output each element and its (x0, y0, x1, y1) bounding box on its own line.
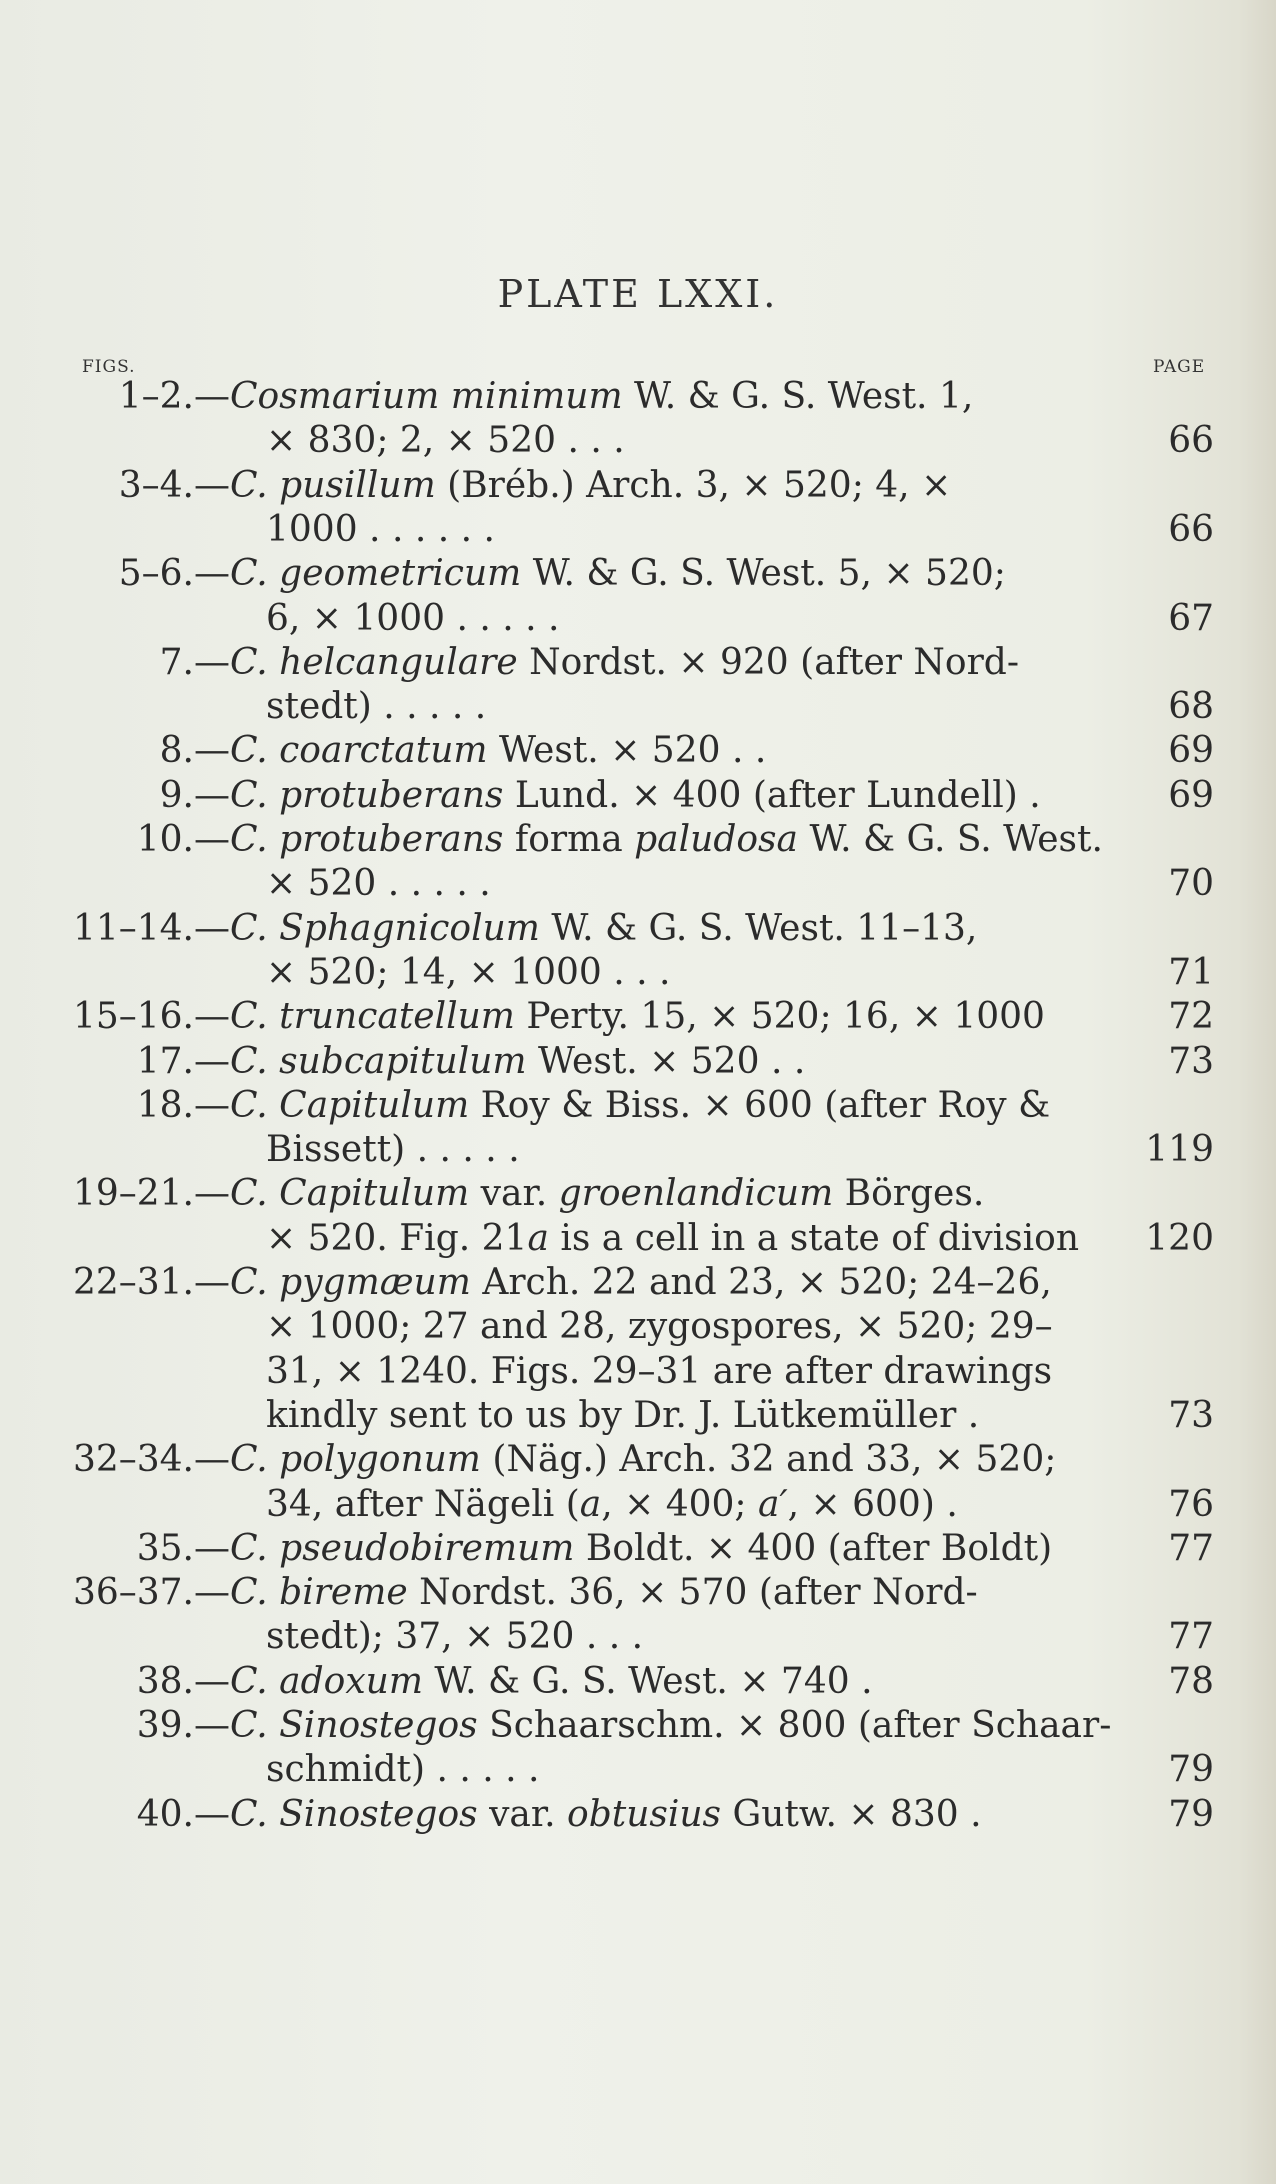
entry-first-line (0, 907, 1276, 951)
page-number: 73 (1168, 1394, 1214, 1436)
entry-text (230, 464, 951, 508)
text-segment: , × 400; (601, 1483, 758, 1525)
entry-text (230, 907, 977, 951)
entry-text (230, 375, 973, 419)
italic-taxon-name: C. Capitulum (230, 1084, 470, 1126)
entry-continuation-line (0, 1128, 1276, 1172)
page-number: 68 (1168, 686, 1214, 728)
text-segment: W. & G. S. West. 1, (622, 376, 974, 417)
figure-number: 17.— (136, 1040, 230, 1082)
italic-taxon-name: C. truncatellum (230, 996, 515, 1038)
page-number: 77 (1168, 1527, 1214, 1569)
text-segment: West. × 520 . . (487, 730, 767, 772)
entry-text (266, 1748, 539, 1792)
figure-number: 36–37.— (72, 1572, 230, 1614)
text-segment: W. & G. S. West. × 740 . (422, 1660, 873, 1702)
text-segment: W. & G. S. West. 5, × 520; (521, 553, 1006, 595)
entry-text (266, 508, 495, 552)
figure-number: 11–14.— (72, 907, 230, 949)
page-number: 78 (1168, 1660, 1214, 1702)
page-number: 79 (1168, 1749, 1214, 1791)
italic-taxon-name: a (579, 1483, 602, 1525)
entry-first-line (0, 729, 1276, 773)
entry-first-line (0, 552, 1276, 596)
page-number: 69 (1168, 774, 1214, 816)
italic-taxon-name: C. subcapitulum (230, 1040, 527, 1082)
italic-taxon-name: C. pseudobiremum (230, 1527, 575, 1569)
italic-taxon-name: C. Sphagnicolum (230, 907, 540, 949)
italic-taxon-name: C. protuberans (230, 819, 504, 860)
entry-continuation-line (0, 1394, 1276, 1438)
italic-taxon-name: C. bireme (230, 1572, 408, 1614)
figure-number: 35.— (136, 1527, 230, 1569)
entry-text (266, 1615, 643, 1659)
text-segment: Bissett) . . . . . (266, 1129, 520, 1171)
entry-text (230, 1793, 982, 1837)
text-segment: schmidt) . . . . . (266, 1749, 540, 1791)
italic-taxon-name: a (527, 1217, 549, 1259)
text-segment: W. & G. S. West. (798, 819, 1103, 860)
entry-text (266, 1394, 979, 1438)
page-number: 72 (1168, 996, 1214, 1038)
entry-first-line (0, 641, 1276, 685)
entry-continuation-line (0, 1483, 1276, 1527)
text-segment: Schaarschm. × 800 (after Schaar- (477, 1705, 1112, 1746)
text-segment: × 1000; 27 and 28, zygospores, × 520; 29– (266, 1306, 1053, 1348)
entry-text (266, 1217, 1079, 1261)
entry-continuation-line (0, 1305, 1276, 1349)
italic-taxon-name: a′ (757, 1483, 788, 1525)
figure-number: 38.— (136, 1660, 230, 1702)
entry-text (230, 1527, 1052, 1571)
entry-first-line (0, 818, 1276, 862)
text-segment: kindly sent to us by Dr. J. Lütkemüller . (266, 1394, 980, 1436)
figure-number: 39.— (136, 1705, 230, 1746)
italic-taxon-name: C. Sinostegos (230, 1793, 478, 1835)
text-segment: forma (503, 819, 635, 860)
entry-text (266, 597, 559, 641)
text-segment: × 520; 14, × 1000 . . . (266, 951, 671, 993)
text-segment: Arch. 22 and 23, × 520; 24–26, (470, 1262, 1052, 1303)
entry-first-line (0, 1660, 1276, 1704)
figure-number: 8.— (159, 730, 230, 772)
page-number: 71 (1168, 951, 1214, 993)
entry-text (266, 951, 670, 995)
entry-continuation-line (0, 597, 1276, 641)
text-segment: stedt); 37, × 520 . . . (266, 1616, 644, 1658)
page-number: 70 (1168, 863, 1214, 905)
entry-continuation-line (0, 685, 1276, 729)
text-segment: 6, × 1000 . . . . . (266, 597, 560, 639)
text-segment: var. (477, 1793, 568, 1835)
text-segment: , × 600) . (787, 1483, 958, 1525)
entry-text (230, 552, 1006, 596)
entry-continuation-line (0, 951, 1276, 995)
italic-taxon-name: C. adoxum (230, 1660, 423, 1702)
entry-continuation-line (0, 1615, 1276, 1659)
text-segment: Roy & Biss. × 600 (after Roy & (469, 1084, 1051, 1126)
entry-text (230, 818, 1103, 862)
text-segment: Gutw. × 830 . (721, 1793, 982, 1835)
text-segment: Nordst. 36, × 570 (after Nord- (407, 1572, 978, 1614)
entry-text (266, 1305, 1053, 1349)
entry-text (230, 641, 1019, 685)
figure-number: 32–34.— (72, 1439, 230, 1481)
entry-continuation-line (0, 862, 1276, 906)
entry-first-line (0, 1793, 1276, 1837)
page-number: 76 (1168, 1483, 1214, 1525)
page-column-header: PAGE (1153, 357, 1206, 377)
text-segment: × 830; 2, × 520 . . . (266, 420, 625, 462)
entry-text (230, 1704, 1111, 1748)
italic-taxon-name: C. Sinostegos (230, 1705, 478, 1746)
page-number: 69 (1168, 730, 1214, 772)
entry-text (230, 1084, 1050, 1128)
entry-text (230, 1040, 805, 1084)
entry-continuation-line (0, 1748, 1276, 1792)
figure-number: 18.— (136, 1084, 230, 1126)
entry-first-line (0, 464, 1276, 508)
entry-text (230, 995, 1045, 1039)
entry-text (230, 1261, 1052, 1305)
page-number: 66 (1168, 508, 1214, 550)
entry-first-line (0, 1438, 1276, 1482)
entry-text (266, 1350, 1052, 1394)
figure-number: 1–2.— (118, 376, 230, 417)
italic-taxon-name: Cosmarium minimum (230, 376, 623, 417)
entry-first-line (0, 1040, 1276, 1084)
figure-number: 7.— (159, 641, 230, 683)
text-segment: (Bréb.) Arch. 3, × 520; 4, × (435, 464, 952, 506)
entry-continuation-line (0, 1217, 1276, 1261)
text-segment: 34, after Nägeli ( (266, 1483, 580, 1525)
italic-taxon-name: paludosa (634, 819, 798, 860)
italic-taxon-name: C. geometricum (230, 553, 522, 595)
entry-first-line (0, 995, 1276, 1039)
figure-number: 9.— (159, 774, 230, 816)
entry-text (266, 862, 491, 906)
entry-first-line (0, 1571, 1276, 1615)
entry-first-line (0, 1084, 1276, 1128)
entry-text (266, 1128, 520, 1172)
text-segment: 31, × 1240. Figs. 29–31 are after drawings (266, 1350, 1053, 1392)
figure-number: 3–4.— (118, 464, 230, 506)
entry-first-line (0, 1261, 1276, 1305)
entry-text (230, 1660, 873, 1704)
figure-number: 19–21.— (72, 1173, 230, 1215)
page-number: 66 (1168, 420, 1214, 462)
entry-first-line (0, 774, 1276, 818)
entry-first-line (0, 375, 1276, 419)
entry-text (230, 729, 766, 773)
italic-taxon-name: C. coarctatum (230, 730, 488, 772)
text-segment: Perty. 15, × 520; 16, × 1000 (514, 996, 1045, 1038)
italic-taxon-name: C. pygmæum (230, 1262, 471, 1303)
figure-number: 40.— (136, 1793, 230, 1835)
text-segment: Lund. × 400 (after Lundell) . (503, 774, 1041, 816)
italic-taxon-name: C. helcangulare (230, 641, 518, 683)
italic-taxon-name: groenlandicum (558, 1173, 834, 1215)
page-number: 67 (1168, 597, 1214, 639)
text-segment: × 520 . . . . . (266, 863, 491, 905)
italic-taxon-name: obtusius (567, 1793, 722, 1835)
figure-number: 22–31.— (72, 1262, 230, 1303)
page-number: 73 (1168, 1040, 1214, 1082)
italic-taxon-name: C. pusillum (230, 464, 436, 506)
text-segment: W. & G. S. West. 11–13, (539, 907, 978, 949)
page-number: 120 (1145, 1217, 1214, 1259)
italic-taxon-name: C. protuberans (230, 774, 504, 816)
entry-first-line (0, 1527, 1276, 1571)
entry-continuation-line (0, 419, 1276, 463)
figure-number: 10.— (136, 819, 230, 860)
text-segment: Boldt. × 400 (after Boldt) (574, 1527, 1053, 1569)
text-segment: Börges. (833, 1173, 985, 1215)
text-segment: stedt) . . . . . (266, 686, 487, 728)
text-segment: (Näg.) Arch. 32 and 33, × 520; (480, 1439, 1057, 1481)
page-number: 119 (1145, 1129, 1214, 1171)
entry-text (230, 1172, 984, 1216)
entry-continuation-line (0, 508, 1276, 552)
page-number: 77 (1168, 1616, 1214, 1658)
entry-continuation-line (0, 1350, 1276, 1394)
entry-text (266, 419, 625, 463)
text-segment: Nordst. × 920 (after Nord- (517, 641, 1019, 683)
figure-number: 5–6.— (118, 553, 230, 595)
text-segment: is a cell in a state of division (548, 1217, 1080, 1259)
entry-text (230, 774, 1041, 818)
text-segment: 1000 . . . . . . (266, 508, 495, 550)
entry-first-line (0, 1704, 1276, 1748)
entry-text (230, 1438, 1056, 1482)
plate-title: PLATE LXXI. (497, 272, 779, 316)
italic-taxon-name: C. Capitulum (230, 1173, 470, 1215)
entry-text (266, 685, 486, 729)
entry-text (266, 1483, 958, 1527)
figure-number: 15–16.— (72, 996, 230, 1038)
text-segment: × 520. Fig. 21 (266, 1217, 528, 1259)
entry-text (230, 1571, 978, 1615)
text-segment: West. × 520 . . (526, 1040, 806, 1082)
figs-column-header: FIGS. (82, 357, 136, 377)
text-segment: var. (469, 1173, 559, 1215)
entry-first-line (0, 1172, 1276, 1216)
italic-taxon-name: C. polygonum (230, 1439, 481, 1481)
page-number: 79 (1168, 1793, 1214, 1835)
